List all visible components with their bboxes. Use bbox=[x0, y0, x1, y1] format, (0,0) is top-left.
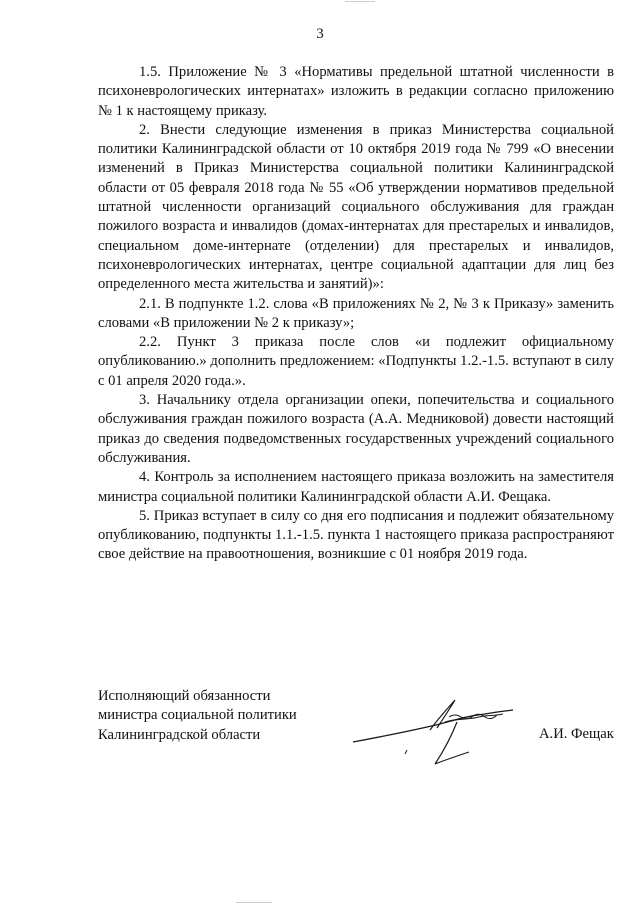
page-number: 3 bbox=[316, 26, 324, 42]
paragraph-4: 4. Контроль за исполнением настоящего приказа возложить на заместителя министра социальной политики Калининградской области А.И. Фещака. bbox=[98, 469, 614, 505]
signatory-title-line-3: Калининградской области bbox=[98, 726, 261, 743]
document-body bbox=[98, 63, 614, 565]
paragraph-1-5: 1.5. Приложение № 3 «Нормативы предельной штатной численности в психоневрологических интернатах» изложить в редакции согласно приложению № 1 к настоящему приказу. bbox=[98, 64, 614, 119]
signatory-title-line-2: министра социальной политики bbox=[98, 707, 297, 724]
scan-artifact-bottom bbox=[236, 902, 272, 903]
paragraph-3: 3. Начальнику отдела организации опеки, попечительства и социального обслуживания граждан пожилого возраста (А.А. Медниковой) довести настоящий приказ до сведения подведомственных государственных учреждений социального обслуживания. bbox=[98, 392, 614, 466]
signatory-name: А.И. Фещак bbox=[539, 726, 614, 742]
paragraph-2: 2. Внести следующие изменения в приказ Министерства социальной политики Калининградской области от 10 октября 2019 года № 799 «О внесении изменений в Приказ Министерства социальной политики Калининградской области от 05 февраля 2018 года № 55 «Об утверждении нормативов предельной штатной численности организаций социального обслуживания для граждан пожилого возраста и инвалидов (домах-интернатах для престарелых и инвалидов, специальном доме-интернате (отделении) для престарелых и инвалидов, психоневрологических интернатах, центре социальной адаптации для лиц без определенного места жительства и занятий)»: bbox=[98, 121, 614, 293]
paragraph-2-1: 2.1. В подпункте 1.2. слова «В приложениях № 2, № 3 к Приказу» заменить словами «В приложении № 2 к приказу»; bbox=[98, 295, 614, 331]
scan-artifact-top bbox=[345, 1, 375, 2]
signatory-title-line-1: Исполняющий обязанности bbox=[98, 688, 271, 704]
paragraph-5: 5. Приказ вступает в силу со дня его подписания и подлежит обязательному опубликованию, подпункты 1.1.-1.5. пункта 1 настоящего приказа распространяют свое действие на правоотношения, возникшие с 01 ноября 2019 года. bbox=[98, 507, 614, 563]
handwritten-signature bbox=[345, 692, 520, 772]
paragraph-2-2: 2.2. Пункт 3 приказа после слов «и подлежит официальному опубликованию.» дополнить предложением: «Подпункты 1.2.-1.5. вступают в силу с 01 апреля 2020 года.». bbox=[98, 334, 614, 389]
signatory-title bbox=[98, 687, 297, 745]
